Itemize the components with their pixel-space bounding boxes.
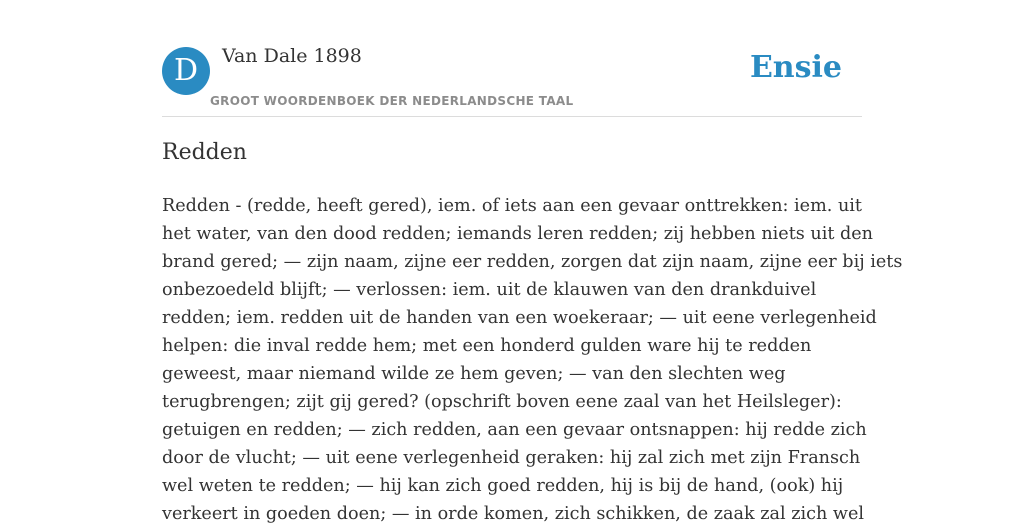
definition-line: het water, van den dood redden; iemands leren redden; zij hebben niets uit den [162,224,874,244]
entry-definition [162,192,903,528]
dictionary-header [162,0,862,117]
entry-title: Redden [162,140,247,165]
definition-line: geweest, maar niemand wilde ze hem geven; — van den slechten weg [162,364,786,384]
ensie-logo[interactable]: Ensie [749,50,842,85]
definition-line: verkeert in goeden doen; — in orde komen, zich schikken, de zaak zal zich wel [162,504,865,524]
definition-line: brand gered; — zijn naam, zijne eer redden, zorgen dat zijn naam, zijne eer bij iets [162,252,903,272]
definition-line: wel weten te redden; — hij kan zich goed redden, hij is bij de hand, (ook) hij [162,476,844,496]
definition-line: redden; iem. redden uit de handen van een woekeraar; — uit eene verlegenheid [162,308,877,328]
definition-line: terugbrengen; zijt gij gered? (opschrift boven eene zaal van het Heilsleger): [162,392,842,412]
definition-line: door de vlucht; — uit eene verlegenheid geraken: hij zal zich met zijn Fransch [162,448,861,468]
dictionary-subtitle: GROOT WOORDENBOEK DER NEDERLANDSCHE TAAL [210,94,574,108]
definition-line: onbezoedeld blijft; — verlossen: iem. uit de klauwen van den drankduivel [162,280,817,300]
definition-line: helpen: die inval redde hem; met een honderd gulden ware hij te redden [162,336,812,356]
definition-line: getuigen en redden; — zich redden, aan een gevaar ontsnappen: hij redde zich [162,420,867,440]
dictionary-logo-icon[interactable]: D [162,47,210,95]
definition-line: Redden - (redde, heeft gered), iem. of iets aan een gevaar onttrekken: iem. uit [162,196,862,216]
dictionary-title[interactable]: Van Dale 1898 [222,45,362,67]
